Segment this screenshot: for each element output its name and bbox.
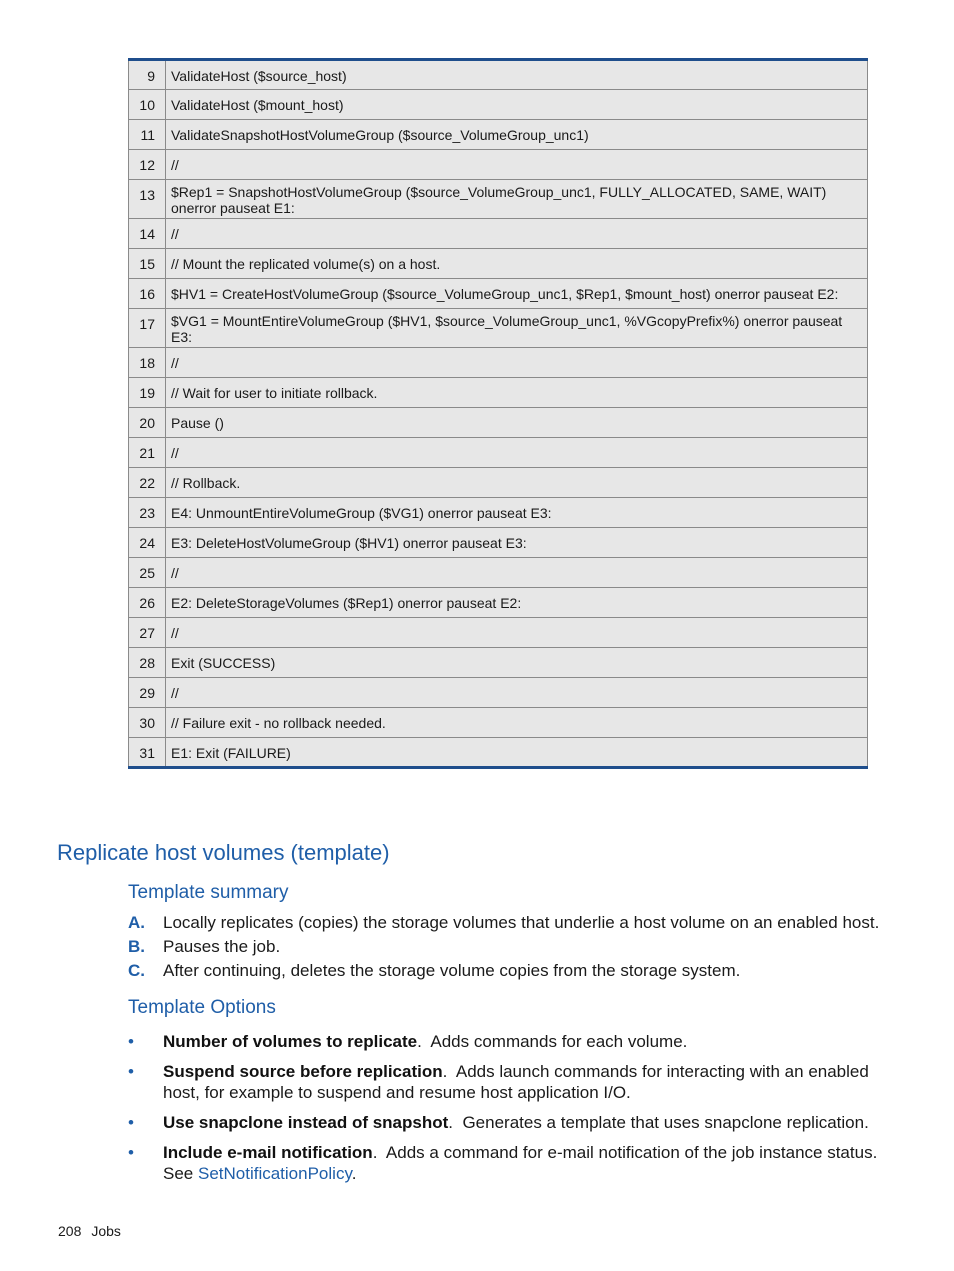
- code-line: // Mount the replicated volume(s) on a host.: [166, 249, 868, 279]
- code-listing-body: [129, 60, 868, 768]
- summary-list: [128, 912, 888, 984]
- summary-text: After continuing, deletes the storage volume copies from the storage system.: [163, 961, 741, 980]
- footer-section-name: Jobs: [91, 1223, 121, 1239]
- option-item: • Number of volumes to replicate. Adds commands for each volume.: [128, 1032, 688, 1051]
- line-number: 14: [129, 219, 166, 249]
- code-row: [129, 678, 868, 708]
- code-line: //: [166, 150, 868, 180]
- code-row: [129, 348, 868, 378]
- code-line: E3: DeleteHostVolumeGroup ($HV1) onerror pauseat E3:: [166, 528, 868, 558]
- line-number: 31: [129, 738, 166, 768]
- code-row: [129, 738, 868, 768]
- code-row: [129, 378, 868, 408]
- set-notification-policy-link[interactable]: SetNotificationPolicy: [197, 1164, 352, 1183]
- section-title: Replicate host volumes (template): [57, 840, 390, 865]
- code-row: [129, 558, 868, 588]
- option-desc: Adds launch commands for interacting with an enabled host, for example to suspend and resume host application I/O.: [163, 1062, 869, 1102]
- option-item: • Include e-mail notification. Adds a command for e-mail notification of the job instance status. See SetNotificationPolicy.: [128, 1143, 878, 1183]
- summary-marker: B.: [128, 937, 145, 956]
- code-line: // Wait for user to initiate rollback.: [166, 378, 868, 408]
- line-number: 11: [129, 120, 166, 150]
- line-number: 9: [129, 60, 166, 90]
- options-list: [128, 1031, 888, 1193]
- option-term: Number of volumes to replicate: [163, 1032, 418, 1051]
- option-desc: Generates a template that uses snapclone replication.: [462, 1113, 869, 1132]
- line-number: 26: [129, 588, 166, 618]
- line-number: 16: [129, 279, 166, 309]
- line-number: 28: [129, 648, 166, 678]
- line-number: 30: [129, 708, 166, 738]
- code-row: [129, 438, 868, 468]
- line-number: 19: [129, 378, 166, 408]
- code-line: ValidateSnapshotHostVolumeGroup ($source_VolumeGroup_unc1): [166, 120, 868, 150]
- summary-marker: C.: [128, 961, 145, 980]
- code-line: $HV1 = CreateHostVolumeGroup ($source_VolumeGroup_unc1, $Rep1, $mount_host) onerror pauseat E2:: [166, 279, 868, 309]
- code-row: [129, 120, 868, 150]
- code-row: [129, 150, 868, 180]
- line-number: 29: [129, 678, 166, 708]
- summary-heading: Template summary: [128, 882, 289, 903]
- line-number: 15: [129, 249, 166, 279]
- option-desc: Adds a command for e-mail notification of the job instance status. See: [163, 1143, 878, 1183]
- option-item: • Use snapclone instead of snapshot. Generates a template that uses snapclone replication.: [128, 1113, 869, 1132]
- line-number: 21: [129, 438, 166, 468]
- line-number: 18: [129, 348, 166, 378]
- code-row: [129, 648, 868, 678]
- code-row: [129, 408, 868, 438]
- line-number: 23: [129, 498, 166, 528]
- options-heading: Template Options: [128, 997, 276, 1018]
- code-row: [129, 708, 868, 738]
- summary-item: [128, 960, 888, 984]
- code-row: [129, 528, 868, 558]
- summary-item: [128, 912, 888, 936]
- option-term: Include e-mail notification: [163, 1143, 373, 1162]
- summary-marker: A.: [128, 913, 145, 932]
- code-row: [129, 468, 868, 498]
- code-line: //: [166, 618, 868, 648]
- page-number: 208: [58, 1223, 82, 1239]
- bullet-icon: •: [128, 1113, 134, 1132]
- line-number: 20: [129, 408, 166, 438]
- code-listing-table: [128, 58, 868, 769]
- code-row: [129, 219, 868, 249]
- option-term: Use snapclone instead of snapshot: [163, 1113, 449, 1132]
- code-line: //: [166, 438, 868, 468]
- code-line: E2: DeleteStorageVolumes ($Rep1) onerror pauseat E2:: [166, 588, 868, 618]
- code-line: //: [166, 558, 868, 588]
- option-desc: Adds commands for each volume.: [430, 1032, 688, 1051]
- code-line: $Rep1 = SnapshotHostVolumeGroup ($source_VolumeGroup_unc1, FULLY_ALLOCATED, SAME, WAIT) onerror pauseat E1:: [166, 180, 868, 219]
- code-row: [129, 60, 868, 90]
- code-line: Exit (SUCCESS): [166, 648, 868, 678]
- code-row: [129, 279, 868, 309]
- code-line: ValidateHost ($source_host): [166, 60, 868, 90]
- code-row: [129, 588, 868, 618]
- code-row: [129, 618, 868, 648]
- line-number: 17: [129, 309, 166, 348]
- code-line: //: [166, 678, 868, 708]
- code-row: [129, 498, 868, 528]
- code-line: //: [166, 348, 868, 378]
- code-line: //: [166, 219, 868, 249]
- code-line: ValidateHost ($mount_host): [166, 90, 868, 120]
- code-line: Pause (): [166, 408, 868, 438]
- code-line: // Failure exit - no rollback needed.: [166, 708, 868, 738]
- code-line: $VG1 = MountEntireVolumeGroup ($HV1, $source_VolumeGroup_unc1, %VGcopyPrefix%) onerror pauseat E3:: [166, 309, 868, 348]
- line-number: 22: [129, 468, 166, 498]
- code-line: E1: Exit (FAILURE): [166, 738, 868, 768]
- line-number: 25: [129, 558, 166, 588]
- bullet-icon: •: [128, 1062, 134, 1081]
- option-after: .: [351, 1164, 357, 1183]
- line-number: 24: [129, 528, 166, 558]
- code-row: [129, 90, 868, 120]
- line-number: 12: [129, 150, 166, 180]
- line-number: 27: [129, 618, 166, 648]
- code-row: [129, 309, 868, 348]
- code-line: E4: UnmountEntireVolumeGroup ($VG1) onerror pauseat E3:: [166, 498, 868, 528]
- summary-text: Locally replicates (copies) the storage volumes that underlie a host volume on an enabled host.: [163, 913, 880, 932]
- option-item: • Suspend source before replication. Adds launch commands for interacting with an enabled host, for example to suspend and resume host application I/O.: [128, 1062, 869, 1102]
- code-row: [129, 249, 868, 279]
- summary-text: Pauses the job.: [163, 937, 281, 956]
- code-row: [129, 180, 868, 219]
- line-number: 13: [129, 180, 166, 219]
- code-line: // Rollback.: [166, 468, 868, 498]
- bullet-icon: •: [128, 1143, 134, 1162]
- bullet-icon: •: [128, 1032, 134, 1051]
- page-footer: [58, 1223, 121, 1239]
- line-number: 10: [129, 90, 166, 120]
- option-term: Suspend source before replication: [163, 1062, 443, 1081]
- summary-item: [128, 936, 888, 960]
